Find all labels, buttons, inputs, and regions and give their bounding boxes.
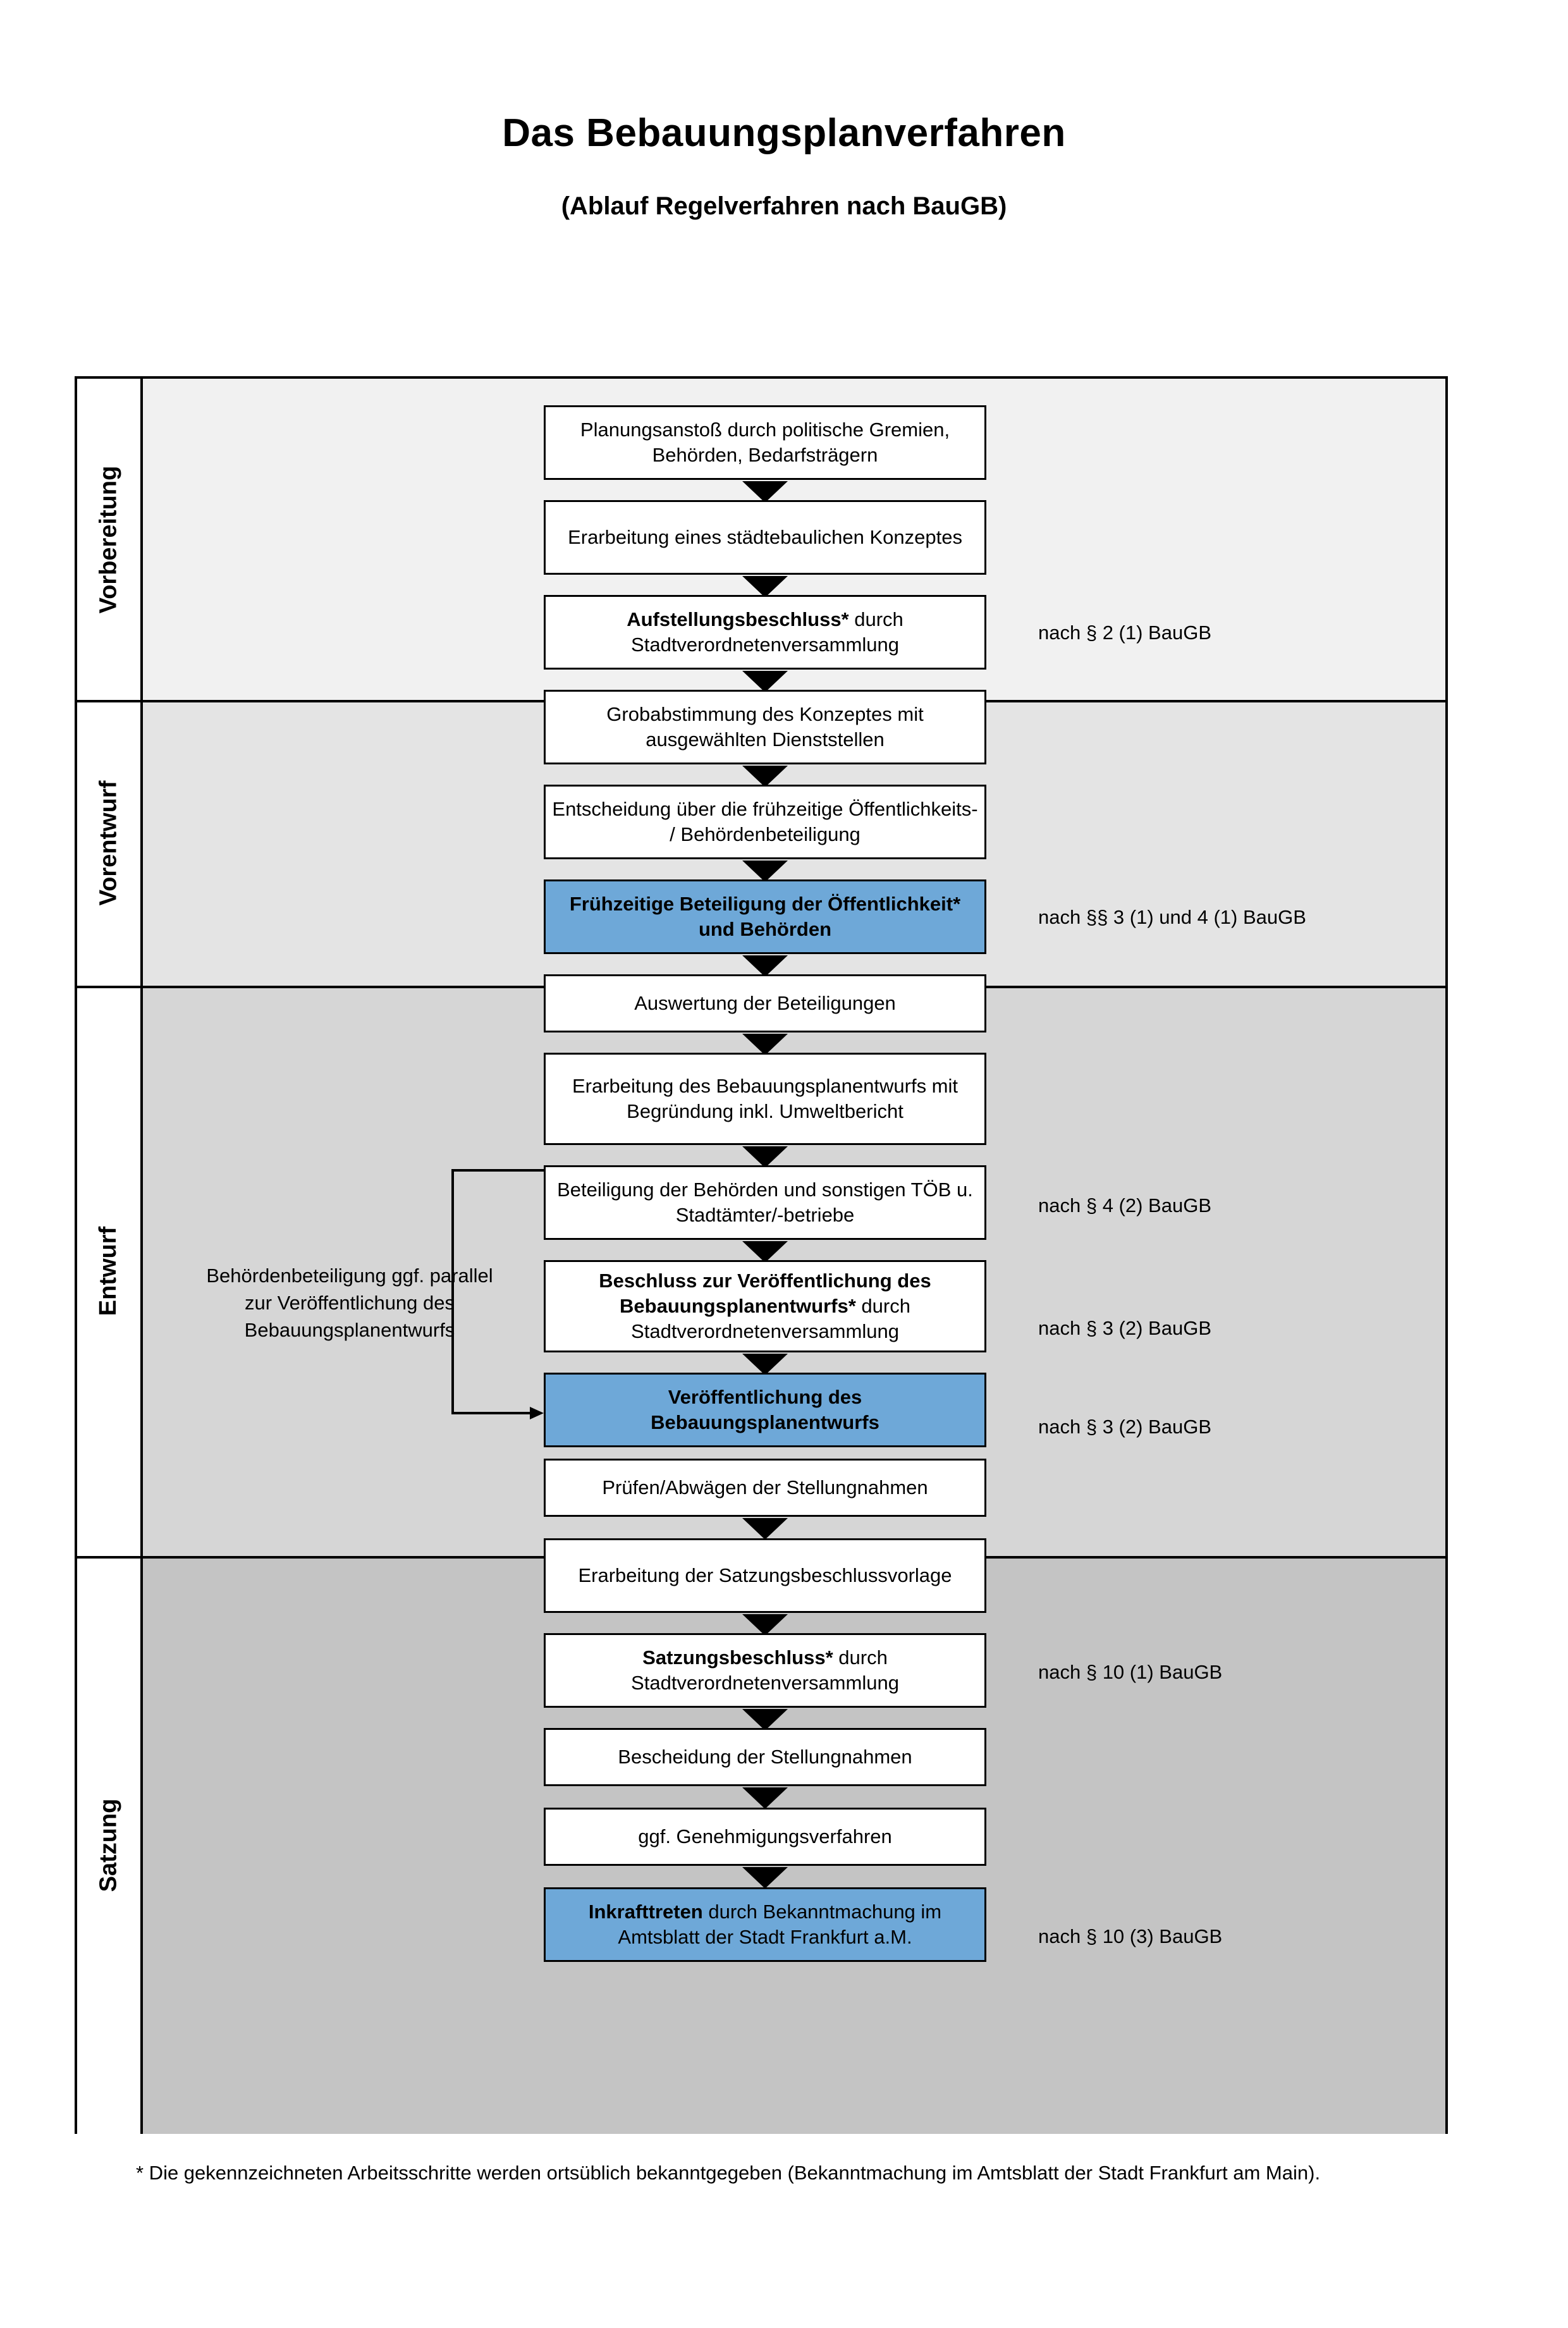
step-text: ggf. Genehmigungsverfahren — [638, 1825, 892, 1848]
page-title: Das Bebauungsplanverfahren — [502, 111, 1066, 155]
legal-note-1: nach § 2 (1) BauGB — [1038, 622, 1211, 644]
step-text — [552, 1899, 978, 1949]
step-text-regular: durch Stadtverordnetenversammlung — [631, 1646, 899, 1694]
legal-note-6: nach § 10 (1) BauGB — [1038, 1661, 1223, 1683]
step-text: Auswertung der Beteiligungen — [634, 992, 896, 1015]
phase-label-vorentwurf: Vorentwurf — [77, 700, 143, 986]
legal-note-3: nach § 4 (2) BauGB — [1038, 1194, 1211, 1216]
process-step-satzungsbeschluss — [544, 1633, 986, 1708]
process-step-pruefen-abwaegen — [544, 1459, 986, 1517]
side-note-behoerdenbeteiligung: Behördenbeteiligung ggf. parallel zur Veröffentlichung des Bebauungsplanentwurfs — [206, 1265, 493, 1341]
process-step-aufstellungsbeschluss — [544, 595, 986, 670]
process-step-entscheidung-beteiligung — [544, 785, 986, 859]
step-text: Beteiligung der Behörden und sonstigen TÖB u. Stadtämter/-betriebe — [557, 1179, 973, 1226]
step-text: Erarbeitung der Satzungsbeschlussvorlage — [578, 1564, 952, 1587]
step-text: Entscheidung über die frühzeitige Öffentlichkeits- / Behördenbeteiligung — [552, 798, 978, 845]
legal-note-2: nach §§ 3 (1) und 4 (1) BauGB — [1038, 906, 1306, 928]
phase-label-entwurf: Entwurf — [77, 986, 143, 1556]
step-text: Erarbeitung des Bebauungsplanentwurfs mit Begründung inkl. Umweltbericht — [572, 1075, 959, 1122]
process-step-beschluss-veroeffentlichung — [544, 1260, 986, 1352]
process-step-inkrafttreten — [544, 1887, 986, 1962]
step-text-regular: durch Stadtverordnetenversammlung — [631, 1295, 910, 1342]
step-text-bold: Inkrafttreten — [588, 1901, 703, 1923]
process-step-auswertung — [544, 974, 986, 1032]
phase-label-satzung: Satzung — [77, 1556, 143, 2134]
step-text — [552, 1268, 978, 1344]
step-text: Grobabstimmung des Konzeptes mit ausgewählten Dienststellen — [606, 703, 924, 750]
process-step-genehmigungsverfahren — [544, 1808, 986, 1866]
step-text-regular: durch Bekanntmachung im Amtsblatt der Stadt Frankfurt a.M. — [618, 1901, 942, 1948]
legal-note-5: nach § 3 (2) BauGB — [1038, 1416, 1211, 1438]
step-text: Bescheidung der Stellungnahmen — [618, 1746, 912, 1768]
phase-label-vorbereitung: Vorbereitung — [77, 379, 143, 700]
process-step-beteiligung-behoerden — [544, 1165, 986, 1240]
step-text-regular: durch Stadtverordnetenversammlung — [631, 608, 903, 656]
process-step-staedtebauliches-konzept — [544, 500, 986, 575]
process-step-erarbeitung-entwurf — [544, 1053, 986, 1145]
process-step-grobabstimmung — [544, 690, 986, 764]
step-text: Prüfen/Abwägen der Stellungnahmen — [602, 1476, 928, 1499]
step-text — [552, 607, 978, 657]
step-text-bold: Aufstellungsbeschluss* — [627, 608, 849, 631]
step-text: Veröffentlichung des Bebauungsplanentwurfs — [651, 1386, 879, 1433]
step-text — [552, 1645, 978, 1695]
process-step-planungsanstoss — [544, 405, 986, 480]
process-step-fruehzeitige-beteiligung — [544, 879, 986, 954]
step-text-bold: Beschluss zur Veröffentlichung des Bebauungsplanentwurfs* — [599, 1270, 931, 1318]
process-step-bescheidung — [544, 1728, 986, 1786]
step-text: Planungsanstoß durch politische Gremien, Behörden, Bedarfsträgern — [580, 419, 950, 466]
page-subtitle: (Ablauf Regelverfahren nach BauGB) — [561, 192, 1007, 220]
legal-note-7: nach § 10 (3) BauGB — [1038, 1925, 1223, 1947]
footnote: * Die gekennzeichneten Arbeitsschritte werden ortsüblich bekanntgegeben (Bekanntmachung im Amtsblatt der Stadt Frankfurt am Main). — [136, 2162, 1321, 2184]
step-text: Erarbeitung eines städtebaulichen Konzeptes — [568, 526, 962, 549]
flowchart — [75, 376, 1448, 2134]
step-text-bold: Satzungsbeschluss* — [642, 1646, 833, 1669]
process-step-veroeffentlichung-entwurf — [544, 1373, 986, 1447]
legal-note-4: nach § 3 (2) BauGB — [1038, 1317, 1211, 1339]
process-step-satzungsbeschlussvorlage — [544, 1538, 986, 1613]
step-text: Frühzeitige Beteiligung der Öffentlichkeit* und Behörden — [569, 893, 961, 940]
